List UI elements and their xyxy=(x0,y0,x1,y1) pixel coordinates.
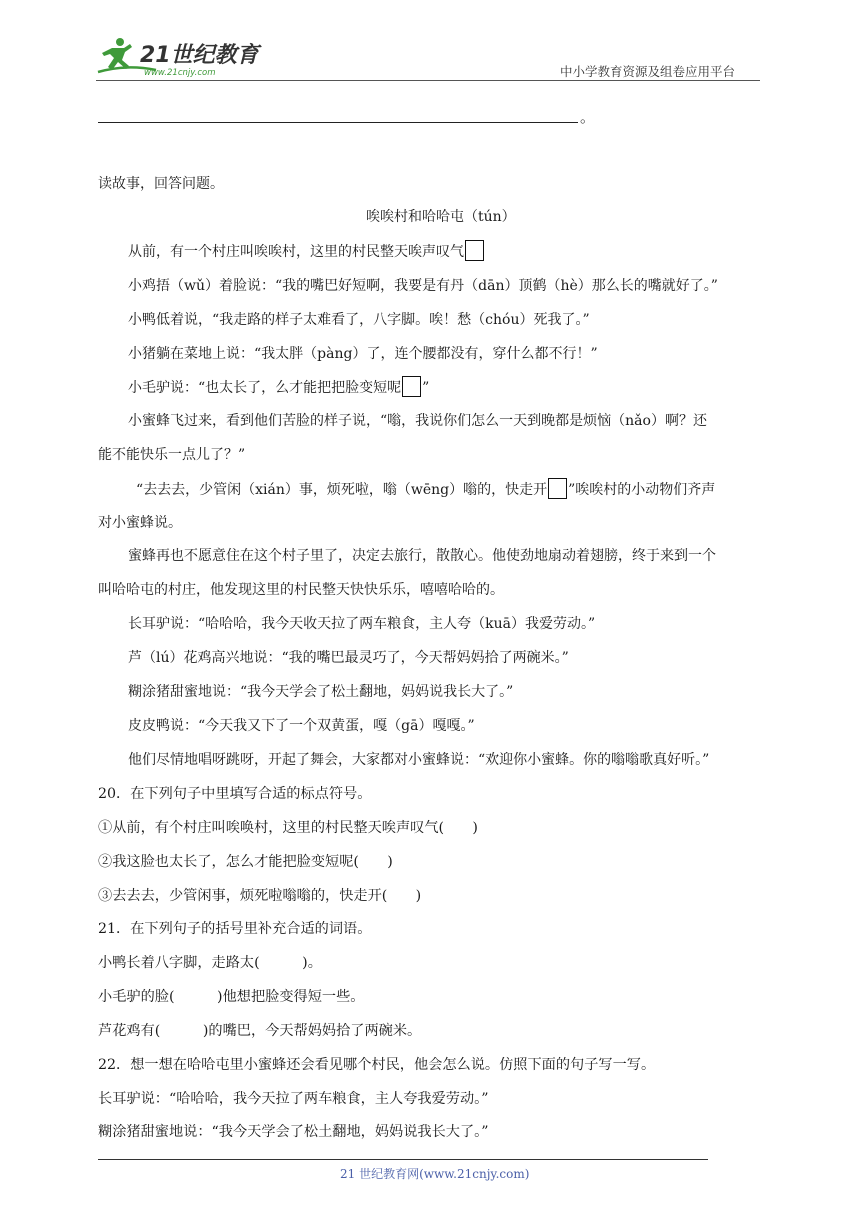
footer-text[interactable]: 21 世纪教育网(www.21cnjy.com) xyxy=(340,1167,530,1181)
story-paragraph-cont: 对小蜜蜂说。 xyxy=(98,515,182,531)
header-divider xyxy=(96,80,760,81)
question-20: 20．在下列句子中里填写合适的标点符号。 xyxy=(98,786,372,802)
reading-intro: 读故事，回答问题。 xyxy=(98,176,224,192)
question-20-item: ③去去去，少管闲事，烦死啦嗡嗡的，快走开( ) xyxy=(98,888,422,904)
story-paragraph: 蜜蜂再也不愿意住在这个村子里了，决定去旅行，散散心。他使劲地扇动着翅膀，终于来到一个 xyxy=(128,548,716,564)
punctuation-box[interactable] xyxy=(548,478,567,499)
story-paragraph: 他们尽情地唱呀跳呀，开起了舞会，大家都对小蜜蜂说：“欢迎你小蜜蜂。你的嗡嗡歌真好听。” xyxy=(128,752,710,768)
story-paragraph-cont: 能不能快乐一点儿了？” xyxy=(98,447,246,463)
site-logo xyxy=(96,34,266,80)
footer-divider xyxy=(98,1159,708,1160)
answer-line-end: 。 xyxy=(580,108,596,126)
story-paragraph: “去去去，少管闲（xián）事，烦死啦，嗡（wēng）嗡的，快走开 ”唉唉村的小动物们齐声 xyxy=(136,478,715,499)
question-21-item: 小鸭长着八字脚，走路太( )。 xyxy=(98,955,322,971)
story-title: 唉唉村和哈哈屯（tún） xyxy=(366,209,516,225)
question-22: 22．想一想在哈哈屯里小蜜蜂还会看见哪个村民，他会怎么说。仿照下面的句子写一写。 xyxy=(98,1057,656,1073)
question-21: 21．在下列句子的括号里补充合适的词语。 xyxy=(98,921,372,937)
story-paragraph: 小猪躺在菜地上说：“我太胖（pàng）了，连个腰都没有，穿什么都不行！” xyxy=(128,346,598,362)
logo-text: 21世纪教育 xyxy=(140,43,259,68)
question-20-item: ②我这脸也太长了，怎么才能把脸变短呢( ) xyxy=(98,854,393,870)
story-paragraph: 小毛驴说：“也太长了，么才能把把脸变短呢 ” xyxy=(128,376,429,397)
story-paragraph: 小蜜蜂飞过来，看到他们苦脸的样子说，“嗡，我说你们怎么一天到晚都是烦恼（nǎo）啊？还 xyxy=(128,413,707,429)
story-paragraph: 小鸡捂（wǔ）着脸说：“我的嘴巴好短啊，我要是有丹（dān）顶鹤（hè）那么长的嘴就好了。” xyxy=(128,278,718,294)
story-paragraph: 从前，有一个村庄叫唉唉村，这里的村民整天唉声叹气 xyxy=(128,240,485,261)
punctuation-box[interactable] xyxy=(402,376,421,397)
question-20-item: ①从前，有个村庄叫唉唤村，这里的村民整天唉声叹气( ) xyxy=(98,820,478,836)
story-paragraph: 糊涂猪甜蜜地说：“我今天学会了松土翻地，妈妈说我长大了。” xyxy=(128,684,514,700)
question-21-item: 芦花鸡有( )的嘴巴，今天帮妈妈拾了两碗米。 xyxy=(98,1023,422,1039)
story-paragraph-cont: 叫哈哈屯的村庄，他发现这里的村民整天快快乐乐，嘻嘻哈哈的。 xyxy=(98,582,504,598)
story-paragraph: 皮皮鸭说：“今天我又下了一个双黄蛋，嘎（gā）嘎嘎。” xyxy=(128,718,475,734)
header-platform-text: 中小学教育资源及组卷应用平台 xyxy=(560,64,736,79)
question-22-example: 糊涂猪甜蜜地说：“我今天学会了松土翻地，妈妈说我长大了。” xyxy=(98,1124,489,1140)
logo-url: www.21cnjy.com xyxy=(144,68,216,78)
story-paragraph: 长耳驴说：“哈哈哈，我今天收天拉了两车粮食，主人夸（kuā）我爱劳动。” xyxy=(128,616,596,632)
story-paragraph: 芦（lú）花鸡高兴地说：“我的嘴巴最灵巧了，今天帮妈妈拾了两碗米。” xyxy=(128,650,569,666)
question-21-item: 小毛驴的脸( )他想把脸变得短一些。 xyxy=(98,989,365,1005)
punctuation-box[interactable] xyxy=(465,240,484,261)
answer-line xyxy=(98,122,578,123)
story-paragraph: 小鸭低着说，“我走路的样子太难看了，八字脚。唉！愁（chóu）死我了。” xyxy=(128,312,590,328)
question-22-example: 长耳驴说：“哈哈哈，我今天拉了两车粮食，主人夸我爱劳动。” xyxy=(98,1091,489,1107)
